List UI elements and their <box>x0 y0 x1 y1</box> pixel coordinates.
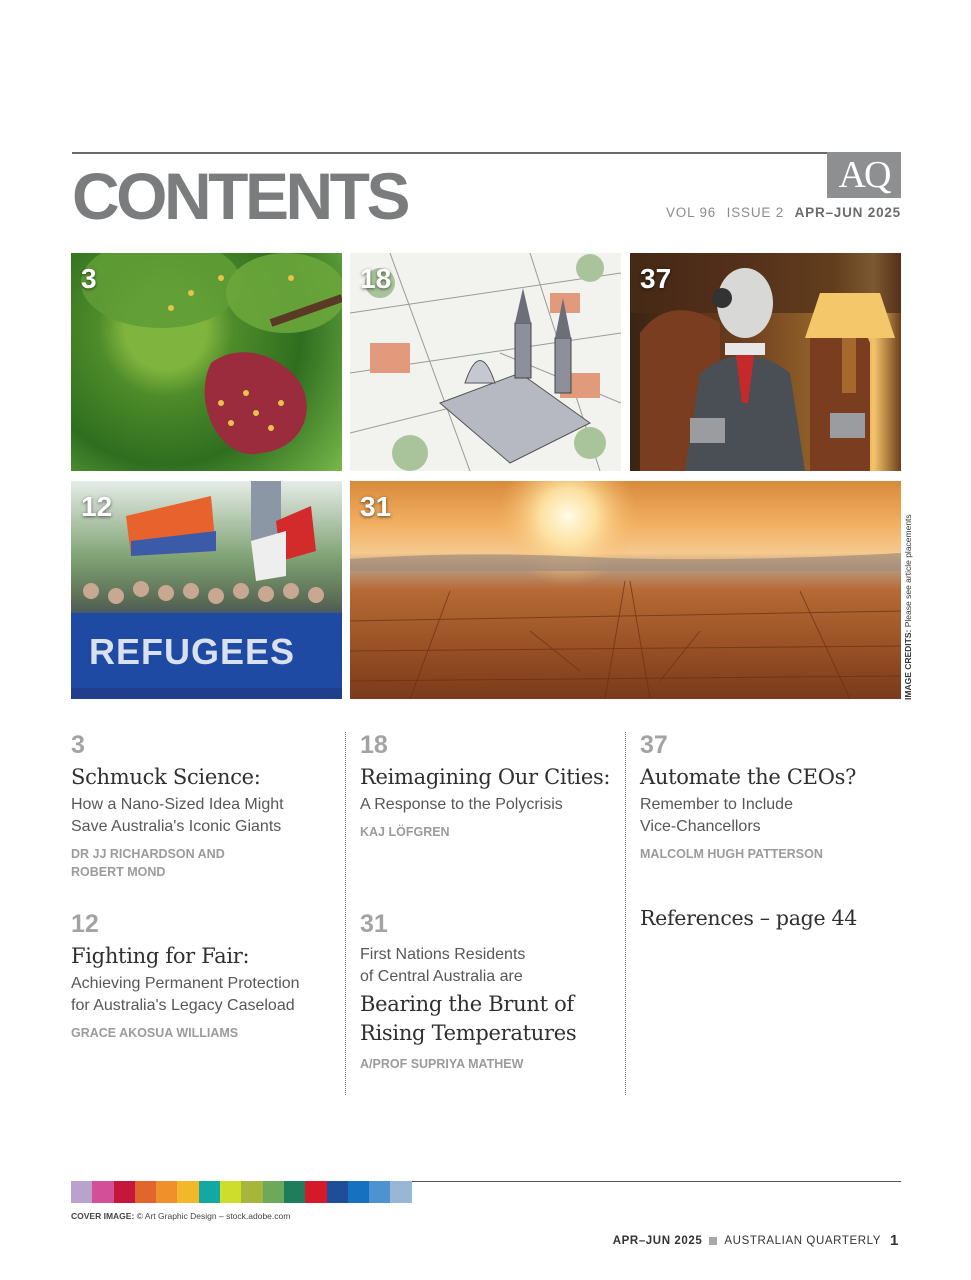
article-page-number: 3 <box>71 731 85 759</box>
color-swatch <box>390 1181 411 1203</box>
article-title[interactable]: Reimagining Our Cities: <box>360 765 611 789</box>
article-subtitle: How a Nano-Sized Idea Might <box>71 796 284 813</box>
top-rule <box>72 152 901 154</box>
image-page-number: 37 <box>640 263 672 294</box>
column-divider <box>345 732 346 1095</box>
square-bullet-icon <box>709 1237 717 1245</box>
volume-label: VOL 96 <box>666 205 717 220</box>
color-swatch <box>348 1181 369 1203</box>
issue-label: ISSUE 2 <box>726 205 785 220</box>
color-swatch <box>369 1181 390 1203</box>
article-page-number: 31 <box>360 910 388 938</box>
drought-landscape-illustration <box>350 481 901 699</box>
article-entry-schmuck-science[interactable] <box>71 731 331 881</box>
article-image-rising-temperatures[interactable] <box>350 481 901 699</box>
article-page-number: 37 <box>640 731 668 759</box>
article-author: A/PROF SUPRIYA MATHEW <box>360 1057 524 1071</box>
article-subtitle: Save Australia's Iconic Giants <box>71 818 282 835</box>
article-page-number: 18 <box>360 731 388 759</box>
article-subtitle: for Australia's Legacy Caseload <box>71 997 295 1014</box>
article-author: ROBERT MOND <box>71 865 166 879</box>
color-swatch <box>220 1181 241 1203</box>
article-subtitle: A Response to the Polycrisis <box>360 796 563 813</box>
issue-line <box>660 205 901 220</box>
color-swatch <box>241 1181 262 1203</box>
article-author: DR JJ RICHARDSON AND <box>71 847 225 861</box>
article-title[interactable]: Schmuck Science: <box>71 765 261 789</box>
article-image-schmuck-science[interactable] <box>71 253 342 471</box>
article-entry-rising-temperatures[interactable] <box>360 910 620 1073</box>
image-credits <box>903 514 913 700</box>
article-subtitle: Vice-Chancellors <box>640 818 761 835</box>
page-folio <box>613 1232 899 1249</box>
aq-logo: AQ <box>827 152 901 198</box>
article-author: KAJ LÖFGREN <box>360 825 450 839</box>
column-divider <box>625 732 626 1095</box>
color-swatch <box>71 1181 92 1203</box>
article-title[interactable]: Automate the CEOs? <box>640 765 857 789</box>
color-swatch <box>114 1181 135 1203</box>
page-title: CONTENTS <box>72 159 407 233</box>
article-subtitle: Remember to Include <box>640 796 793 813</box>
color-swatch <box>327 1181 348 1203</box>
article-pretitle: of Central Australia are <box>360 968 523 985</box>
article-title[interactable]: Rising Temperatures <box>360 1021 577 1045</box>
issue-date: APR–JUN 2025 <box>794 205 901 220</box>
article-image-fighting-for-fair[interactable] <box>71 481 342 699</box>
color-swatch <box>284 1181 305 1203</box>
article-entry-reimagining-cities[interactable] <box>360 731 620 841</box>
image-credits-text: Please see article placements <box>903 514 913 628</box>
color-swatch <box>305 1181 326 1203</box>
article-author: MALCOLM HUGH PATTERSON <box>640 847 823 861</box>
footer-rule <box>412 1181 901 1182</box>
article-author: GRACE AKOSUA WILLIAMS <box>71 1026 239 1040</box>
image-page-number: 12 <box>81 491 113 522</box>
color-swatch-strip <box>71 1181 412 1203</box>
gum-nut-illustration <box>71 253 342 471</box>
image-page-number: 18 <box>360 263 392 294</box>
color-swatch <box>263 1181 284 1203</box>
references-link[interactable]: References – page 44 <box>640 906 858 930</box>
article-subtitle: Achieving Permanent Protection <box>71 975 300 992</box>
page-number: 1 <box>890 1232 899 1249</box>
cover-credit-label: COVER IMAGE: <box>71 1211 135 1221</box>
image-page-number: 31 <box>360 491 392 522</box>
cover-credit-text: © Art Graphic Design – stock.adobe.com <box>136 1211 291 1221</box>
article-page-number: 12 <box>71 910 99 938</box>
article-entry-fighting-for-fair[interactable] <box>71 910 331 1042</box>
color-swatch <box>177 1181 198 1203</box>
color-swatch <box>135 1181 156 1203</box>
article-entry-automate-ceos[interactable] <box>640 731 900 863</box>
color-swatch <box>199 1181 220 1203</box>
refugees-banner-text: REFUGEES <box>89 631 296 672</box>
cover-image-credit <box>71 1211 290 1221</box>
article-title[interactable]: Fighting for Fair: <box>71 944 250 968</box>
folio-date: APR–JUN 2025 <box>612 1234 703 1247</box>
article-pretitle: First Nations Residents <box>360 946 526 963</box>
color-swatch <box>156 1181 177 1203</box>
article-image-reimagining-cities[interactable] <box>350 253 621 471</box>
image-credits-label: IMAGE CREDITS: <box>903 629 913 700</box>
folio-publication: AUSTRALIAN QUARTERLY <box>724 1234 882 1247</box>
image-page-number: 3 <box>81 263 97 294</box>
color-swatch <box>92 1181 113 1203</box>
article-image-automate-ceos[interactable] <box>630 253 901 471</box>
article-title[interactable]: Bearing the Brunt of <box>360 992 574 1016</box>
